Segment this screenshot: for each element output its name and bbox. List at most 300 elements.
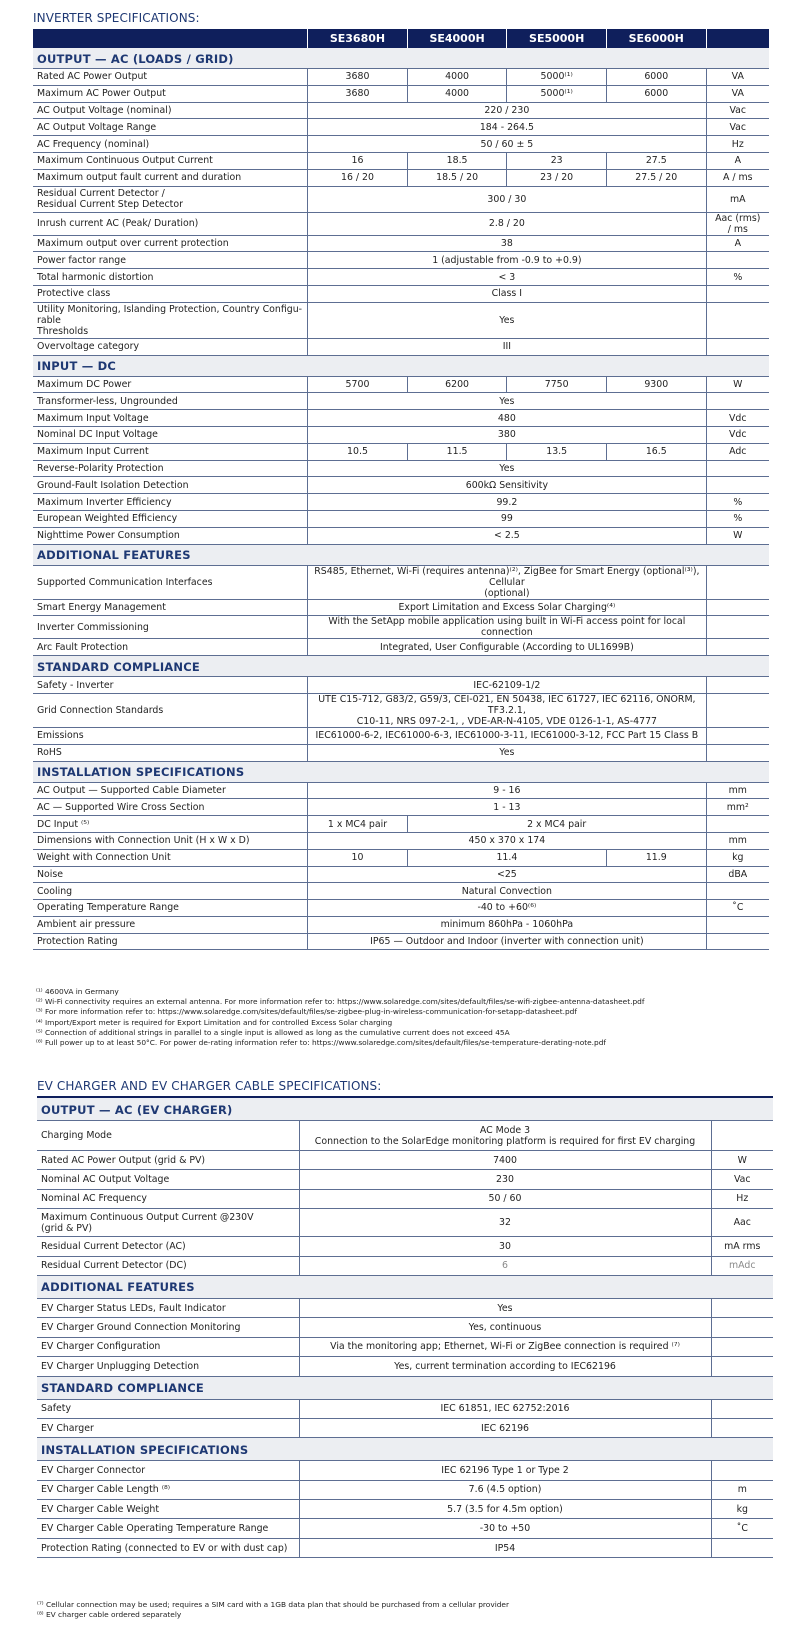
spec-value: < 2.5 [308, 527, 706, 544]
spec-value: 6 [299, 1256, 711, 1275]
spec-unit: Vac [711, 1170, 773, 1189]
spec-value: 18.5 / 20 [407, 169, 507, 186]
spec-unit: Vac [706, 119, 769, 136]
model-column-header: SE4000H [407, 29, 507, 48]
spec-label: AC — Supported Wire Cross Section [33, 799, 308, 816]
spec-unit: Hz [706, 136, 769, 153]
ev-specs-table [37, 1098, 773, 1558]
spec-value: 23 [507, 152, 607, 169]
spec-unit [706, 677, 769, 694]
spec-label: EV Charger Connector [37, 1461, 299, 1480]
spec-value: minimum 860hPa - 1060hPa [308, 916, 706, 933]
spec-value: 27.5 [606, 152, 706, 169]
spec-row [33, 933, 769, 950]
spec-unit: Vdc [706, 410, 769, 427]
spec-unit [711, 1298, 773, 1317]
spec-row [33, 816, 769, 833]
spec-value: 4000 [407, 85, 507, 102]
spec-value: 300 / 30 [308, 186, 706, 212]
spec-unit [706, 460, 769, 477]
spec-label: EV Charger Ground Connection Monitoring [37, 1318, 299, 1337]
spec-row [33, 410, 769, 427]
spec-value: 3680 [308, 69, 408, 86]
spec-value: 2.8 / 20 [308, 212, 706, 235]
spec-row [33, 900, 769, 917]
spec-value: 5000⁽¹⁾ [507, 69, 607, 86]
spec-unit: VA [706, 69, 769, 86]
spec-row [37, 1237, 773, 1256]
spec-label: Smart Energy Management [33, 599, 308, 616]
spec-label: EV Charger [37, 1418, 299, 1437]
spec-value: With the SetApp mobile application using built in Wi-Fi access point for local connection [308, 616, 706, 639]
spec-unit: A / ms [706, 169, 769, 186]
spec-row [33, 426, 769, 443]
spec-row [33, 639, 769, 656]
spec-value: 16 [308, 152, 408, 169]
spec-value: 480 [308, 410, 706, 427]
spec-label: Grid Connection Standards [33, 693, 308, 727]
spec-unit [711, 1461, 773, 1480]
spec-label: Utility Monitoring, Islanding Protection, Country Configu- rable Thresholds [33, 302, 308, 338]
spec-label: Dimensions with Connection Unit (H x W x D) [33, 832, 308, 849]
spec-label: Protective class [33, 285, 308, 302]
spec-unit: kg [711, 1500, 773, 1519]
spec-row [37, 1151, 773, 1170]
section-header-row [37, 1438, 773, 1461]
spec-value: 184 - 264.5 [308, 119, 706, 136]
spec-value: III [308, 338, 706, 355]
footnote: ⁽⁴⁾ Import/Export meter is required for Export Limitation and for controlled Excess Solar charging [36, 1017, 393, 1027]
spec-unit [711, 1337, 773, 1356]
spec-value: 13.5 [507, 443, 607, 460]
spec-value: 9 - 16 [308, 782, 706, 799]
ev-specs-title: EV CHARGER AND EV CHARGER CABLE SPECIFICATIONS: [37, 1079, 382, 1093]
spec-label: Maximum AC Power Output [33, 85, 308, 102]
spec-value: 16.5 [606, 443, 706, 460]
section-header-row [33, 761, 769, 782]
spec-value: 32 [299, 1209, 711, 1237]
spec-row [33, 235, 769, 252]
spec-unit: VA [706, 85, 769, 102]
spec-row [37, 1519, 773, 1538]
spec-row [33, 677, 769, 694]
spec-unit: Vac [706, 102, 769, 119]
spec-label: Residual Current Detector / Residual Current Step Detector [33, 186, 308, 212]
spec-value: -40 to +60⁽⁶⁾ [308, 900, 706, 917]
spec-row [33, 832, 769, 849]
spec-value: 1 - 13 [308, 799, 706, 816]
spec-unit [706, 285, 769, 302]
section-title: OUTPUT — AC (EV CHARGER) [37, 1098, 773, 1121]
spec-label: Charging Mode [37, 1121, 299, 1151]
spec-value: 7400 [299, 1151, 711, 1170]
section-header-row [33, 544, 769, 565]
spec-value: 380 [308, 426, 706, 443]
section-header-row [37, 1098, 773, 1121]
spec-unit [706, 477, 769, 494]
spec-row [33, 152, 769, 169]
spec-row [37, 1170, 773, 1189]
spec-label: Noise [33, 866, 308, 883]
spec-row [33, 693, 769, 727]
spec-row [33, 252, 769, 269]
ev-footnotes [37, 1600, 509, 1620]
spec-unit: kg [706, 849, 769, 866]
spec-value: Yes, current termination according to IEC62196 [299, 1357, 711, 1376]
spec-value: -30 to +50 [299, 1519, 711, 1538]
spec-unit [706, 302, 769, 338]
spec-value: 5.7 (3.5 for 4.5m option) [299, 1500, 711, 1519]
spec-unit [711, 1318, 773, 1337]
spec-label: EV Charger Cable Weight [37, 1500, 299, 1519]
spec-value: 6000 [606, 69, 706, 86]
spec-label: Operating Temperature Range [33, 900, 308, 917]
spec-label: Arc Fault Protection [33, 639, 308, 656]
spec-label: Weight with Connection Unit [33, 849, 308, 866]
spec-row [37, 1121, 773, 1151]
spec-value: 5700 [308, 376, 408, 393]
spec-value: 30 [299, 1237, 711, 1256]
spec-unit [706, 565, 769, 599]
spec-label: Maximum Continuous Output Current [33, 152, 308, 169]
spec-unit: ˚C [711, 1519, 773, 1538]
spec-unit: A [706, 152, 769, 169]
spec-value: 27.5 / 20 [606, 169, 706, 186]
spec-unit: Vdc [706, 426, 769, 443]
spec-unit: mA [706, 186, 769, 212]
spec-label: Safety [37, 1399, 299, 1418]
spec-value: 10 [308, 849, 408, 866]
spec-row [37, 1357, 773, 1376]
spec-row [33, 866, 769, 883]
spec-value: 10.5 [308, 443, 408, 460]
spec-value: 1 (adjustable from -0.9 to +0.9) [308, 252, 706, 269]
spec-row [33, 782, 769, 799]
spec-row [37, 1399, 773, 1418]
footnote: ⁽²⁾ Wi-Fi connectivity requires an external antenna. For more information refer to: https://www.solaredge.com/sites/default/files/se-wifi-zigbee-antenna-datasheet.pdf [36, 997, 645, 1007]
spec-unit: m [711, 1480, 773, 1499]
spec-unit [706, 933, 769, 950]
spec-unit [706, 744, 769, 761]
spec-row [33, 443, 769, 460]
spec-value: AC Mode 3 Connection to the SolarEdge monitoring platform is required for first EV charging [299, 1121, 711, 1151]
spec-value: 5000⁽¹⁾ [507, 85, 607, 102]
section-header-row [33, 656, 769, 677]
spec-label: EV Charger Status LEDs, Fault Indicator [37, 1298, 299, 1317]
footnote: ⁽⁶⁾ Full power up to at least 50°C. For power de-rating information refer to: https://www.solaredge.com/sites/default/files/se-temperature-derating-note.pdf [36, 1038, 607, 1048]
spec-label: Maximum output over current protection [33, 235, 308, 252]
spec-unit [706, 693, 769, 727]
spec-value: 7.6 (4.5 option) [299, 1480, 711, 1499]
spec-value: Yes [308, 744, 706, 761]
section-title: INSTALLATION SPECIFICATIONS [33, 761, 769, 782]
spec-row [33, 393, 769, 410]
spec-row [33, 510, 769, 527]
spec-unit [711, 1538, 773, 1557]
spec-unit [706, 338, 769, 355]
section-title: ADDITIONAL FEATURES [37, 1275, 773, 1298]
spec-label: Inrush current AC (Peak/ Duration) [33, 212, 308, 235]
model-header-row [33, 29, 769, 48]
spec-value: 2 x MC4 pair [407, 816, 706, 833]
spec-value: 38 [308, 235, 706, 252]
model-column-header: SE5000H [507, 29, 607, 48]
spec-row [33, 799, 769, 816]
spec-row [33, 916, 769, 933]
spec-label: Reverse-Polarity Protection [33, 460, 308, 477]
spec-value: 23 / 20 [507, 169, 607, 186]
spec-label: AC Frequency (nominal) [33, 136, 308, 153]
spec-row [33, 212, 769, 235]
spec-label: Ground-Fault Isolation Detection [33, 477, 308, 494]
spec-unit [706, 883, 769, 900]
spec-row [33, 186, 769, 212]
spec-label: Maximum Inverter Efficiency [33, 494, 308, 511]
spec-unit [706, 252, 769, 269]
spec-label: Maximum Input Current [33, 443, 308, 460]
spec-value: 4000 [407, 69, 507, 86]
spec-label: Maximum Input Voltage [33, 410, 308, 427]
spec-unit [706, 393, 769, 410]
spec-label: AC Output Voltage Range [33, 119, 308, 136]
spec-label: Rated AC Power Output [33, 69, 308, 86]
spec-unit: % [706, 494, 769, 511]
spec-label: Nominal AC Output Voltage [37, 1170, 299, 1189]
spec-unit: dBA [706, 866, 769, 883]
spec-label: Rated AC Power Output (grid & PV) [37, 1151, 299, 1170]
spec-unit: A [706, 235, 769, 252]
spec-label: Cooling [33, 883, 308, 900]
spec-unit: % [706, 269, 769, 286]
section-title: OUTPUT — AC (LOADS / GRID) [33, 48, 769, 69]
spec-unit [706, 916, 769, 933]
inverter-specs-table [33, 29, 769, 950]
spec-label: Transformer-less, Ungrounded [33, 393, 308, 410]
spec-row [37, 1480, 773, 1499]
spec-label: Inverter Commissioning [33, 616, 308, 639]
spec-value: 99 [308, 510, 706, 527]
spec-unit [706, 727, 769, 744]
footnote: ⁽¹⁾ 4600VA in Germany [36, 987, 119, 996]
spec-row [37, 1418, 773, 1437]
spec-unit [706, 599, 769, 616]
spec-value: RS485, Ethernet, Wi-Fi (requires antenna)⁽²⁾, ZigBee for Smart Energy (optional⁽³⁾), Cellular (optional) [308, 565, 706, 599]
spec-label: Maximum output fault current and duration [33, 169, 308, 186]
spec-value: Integrated, User Configurable (According to UL1699B) [308, 639, 706, 656]
spec-label: Maximum Continuous Output Current @230V (grid & PV) [37, 1209, 299, 1237]
spec-row [37, 1318, 773, 1337]
footnote: ⁽³⁾ For more information refer to: https://www.solaredge.com/sites/default/files/se-zigbee-plug-in-wireless-communication-for-setapp-datasheet.pdf [36, 1007, 577, 1017]
spec-value: 50 / 60 [299, 1189, 711, 1208]
spec-value: Yes [299, 1298, 711, 1317]
spec-row [37, 1256, 773, 1275]
spec-row [33, 565, 769, 599]
spec-row [33, 599, 769, 616]
spec-value: 9300 [606, 376, 706, 393]
spec-value: IEC61000-6-2, IEC61000-6-3, IEC61000-3-11, IEC61000-3-12, FCC Part 15 Class B [308, 727, 706, 744]
model-column-header: SE6000H [606, 29, 706, 48]
spec-unit [711, 1121, 773, 1151]
spec-label: RoHS [33, 744, 308, 761]
spec-label: Protection Rating [33, 933, 308, 950]
spec-value: Via the monitoring app; Ethernet, Wi-Fi or ZigBee connection is required ⁽⁷⁾ [299, 1337, 711, 1356]
spec-value: Yes [308, 460, 706, 477]
spec-row [33, 477, 769, 494]
spec-row [37, 1461, 773, 1480]
spec-label: Supported Communication Interfaces [33, 565, 308, 599]
spec-label: EV Charger Unplugging Detection [37, 1357, 299, 1376]
spec-unit: W [711, 1151, 773, 1170]
spec-label: EV Charger Configuration [37, 1337, 299, 1356]
spec-label: Protection Rating (connected to EV or with dust cap) [37, 1538, 299, 1557]
spec-label: Maximum DC Power [33, 376, 308, 393]
spec-unit [711, 1399, 773, 1418]
section-header-row [33, 48, 769, 69]
spec-value: 18.5 [407, 152, 507, 169]
spec-row [33, 338, 769, 355]
spec-value: IP65 — Outdoor and Indoor (inverter with connection unit) [308, 933, 706, 950]
spec-label: Residual Current Detector (DC) [37, 1256, 299, 1275]
inverter-specs-title: INVERTER SPECIFICATIONS: [33, 11, 200, 25]
spec-unit: mm [706, 832, 769, 849]
spec-row [33, 269, 769, 286]
section-title: INPUT — DC [33, 355, 769, 376]
spec-value: < 3 [308, 269, 706, 286]
spec-label: European Weighted Efficiency [33, 510, 308, 527]
spec-label: DC Input ⁽⁵⁾ [33, 816, 308, 833]
spec-row [33, 169, 769, 186]
spec-label: Nominal AC Frequency [37, 1189, 299, 1208]
spec-row [37, 1500, 773, 1519]
section-header-row [33, 355, 769, 376]
spec-label: Total harmonic distortion [33, 269, 308, 286]
spec-value: 1 x MC4 pair [308, 816, 408, 833]
section-title: ADDITIONAL FEATURES [33, 544, 769, 565]
spec-row [33, 494, 769, 511]
spec-row [33, 69, 769, 86]
spec-value: 600kΩ Sensitivity [308, 477, 706, 494]
footnote: ⁽⁸⁾ EV charger cable ordered separately [37, 1610, 182, 1620]
spec-value: IEC 62196 Type 1 or Type 2 [299, 1461, 711, 1480]
spec-label: Ambient air pressure [33, 916, 308, 933]
spec-label: AC Output Voltage (nominal) [33, 102, 308, 119]
spec-label: EV Charger Cable Length ⁽⁸⁾ [37, 1480, 299, 1499]
spec-row [37, 1298, 773, 1317]
spec-row [37, 1337, 773, 1356]
spec-row [33, 460, 769, 477]
footnote: ⁽⁵⁾ Connection of additional strings in parallel to a single input is allowed as long as the cumulative current does not exceed 45A [36, 1027, 510, 1037]
section-title: STANDARD COMPLIANCE [33, 656, 769, 677]
model-column-header: SE3680H [308, 29, 408, 48]
spec-value: 11.4 [407, 849, 606, 866]
spec-row [37, 1189, 773, 1208]
spec-unit [706, 816, 769, 833]
inverter-footnotes [36, 987, 644, 1048]
spec-label: Power factor range [33, 252, 308, 269]
spec-value: Export Limitation and Excess Solar Charging⁽⁴⁾ [308, 599, 706, 616]
spec-unit [706, 616, 769, 639]
spec-row [33, 102, 769, 119]
spec-value: Class I [308, 285, 706, 302]
spec-value: 6000 [606, 85, 706, 102]
spec-label: Nighttime Power Consumption [33, 527, 308, 544]
spec-unit: mAdc [711, 1256, 773, 1275]
spec-value: 220 / 230 [308, 102, 706, 119]
spec-value: 7750 [507, 376, 607, 393]
spec-row [33, 376, 769, 393]
spec-value: IP54 [299, 1538, 711, 1557]
spec-row [33, 302, 769, 338]
spec-unit: % [706, 510, 769, 527]
spec-unit: ˚C [706, 900, 769, 917]
spec-unit [711, 1357, 773, 1376]
spec-unit: mA rms [711, 1237, 773, 1256]
spec-value: <25 [308, 866, 706, 883]
spec-unit [706, 639, 769, 656]
spec-value: IEC 62196 [299, 1418, 711, 1437]
spec-value: 6200 [407, 376, 507, 393]
spec-unit [711, 1418, 773, 1437]
spec-value: 230 [299, 1170, 711, 1189]
spec-row [33, 744, 769, 761]
spec-row [33, 285, 769, 302]
spec-value: 11.5 [407, 443, 507, 460]
spec-value: IEC 61851, IEC 62752:2016 [299, 1399, 711, 1418]
spec-unit: Aac [711, 1209, 773, 1237]
spec-unit: W [706, 527, 769, 544]
section-header-row [37, 1376, 773, 1399]
spec-value: Yes [308, 302, 706, 338]
spec-row [37, 1209, 773, 1237]
spec-row [37, 1538, 773, 1557]
spec-value: UTE C15-712, G83/2, G59/3, CEI-021, EN 50438, IEC 61727, IEC 62116, ÖNORM, TF3.2.1, C10-11, NRS 097-2-1, , VDE-AR-N-4105, VDE 0126-1-1, AS-4777 [308, 693, 706, 727]
spec-unit: Aac (rms) / ms [706, 212, 769, 235]
spec-label: Nominal DC Input Voltage [33, 426, 308, 443]
spec-row [33, 527, 769, 544]
spec-value: 11.9 [606, 849, 706, 866]
spec-row [33, 616, 769, 639]
spec-row [33, 136, 769, 153]
spec-value: 3680 [308, 85, 408, 102]
spec-value: Natural Convection [308, 883, 706, 900]
spec-value: 50 / 60 ± 5 [308, 136, 706, 153]
spec-value: IEC-62109-1/2 [308, 677, 706, 694]
spec-unit: Hz [711, 1189, 773, 1208]
section-header-row [37, 1275, 773, 1298]
spec-value: 99.2 [308, 494, 706, 511]
spec-row [33, 883, 769, 900]
spec-value: Yes, continuous [299, 1318, 711, 1337]
header-blank [33, 29, 308, 48]
section-title: INSTALLATION SPECIFICATIONS [37, 1438, 773, 1461]
spec-row [33, 85, 769, 102]
spec-unit: Adc [706, 443, 769, 460]
section-title: STANDARD COMPLIANCE [37, 1376, 773, 1399]
spec-label: Residual Current Detector (AC) [37, 1237, 299, 1256]
header-unit-blank [706, 29, 769, 48]
spec-row [33, 119, 769, 136]
spec-unit: mm² [706, 799, 769, 816]
spec-row [33, 727, 769, 744]
spec-label: Overvoltage category [33, 338, 308, 355]
spec-row [33, 849, 769, 866]
spec-unit: W [706, 376, 769, 393]
spec-label: Emissions [33, 727, 308, 744]
spec-label: EV Charger Cable Operating Temperature Range [37, 1519, 299, 1538]
spec-value: Yes [308, 393, 706, 410]
spec-value: 16 / 20 [308, 169, 408, 186]
spec-unit: mm [706, 782, 769, 799]
